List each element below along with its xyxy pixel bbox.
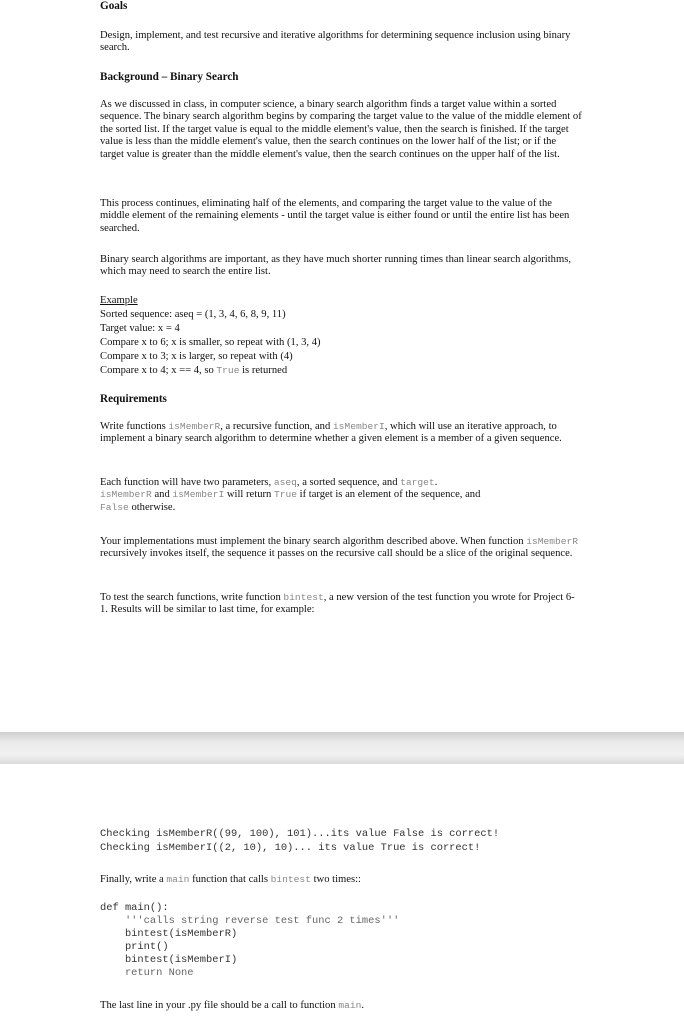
goals-text: Design, implement, and test recursive and iterative algorithms for determining sequence inclusion using binary search. [100, 30, 571, 54]
example-line: Compare x to 3; x is larger, so repeat with (4) [100, 351, 293, 362]
example-line: Compare x to 6; x is smaller, so repeat with (1, 3, 4) [100, 337, 321, 348]
final-instruction: Finally, write a main function that calls bintest two times:: [100, 874, 361, 885]
background-paragraph-2: This process continues, eliminating half of the elements, and comparing the target value to the value of the middle element of the remaining elements - until the target value is either found or until the entire list has been searched. [100, 198, 570, 234]
code-line: bintest(isMemberR) [100, 928, 238, 940]
requirements-paragraph-4: To test the search functions, write function bintest, a new version of the test function you wrote for Project 6-1. Results will be similar to last time, for example: [100, 592, 575, 616]
test-output-line: Checking isMemberI((2, 10), 10)... its value True is correct! [100, 842, 481, 854]
goals-heading: Goals [100, 0, 128, 12]
background-paragraph-3: Binary search algorithms are important, as they have much shorter running times than linear search algorithms, which may need to search the entire list. [100, 254, 571, 278]
background-heading: Background – Binary Search [100, 71, 239, 83]
requirements-heading: Requirements [100, 393, 167, 405]
background-paragraph-1: As we discussed in class, in computer science, a binary search algorithm finds a target value within a sorted sequence. The binary search algorithm begins by comparing the target value to the value of the middle element of the sorted list. If the target value is equal to the middle element's value, then the search is finished. If the target value is less than the middle element's value, then the search continues on the lower half of the list; or if the target value is greater than the middle element's value, then the search continues on the upper half of the list. [100, 99, 582, 160]
requirements-paragraph-1: Write functions isMemberR, a recursive function, and isMemberI, which will use an iterative approach, to implement a binary search algorithm to determine whether a given element is a member of a given sequence. [100, 421, 562, 445]
last-line-instruction: The last line in your .py file should be a call to function main. [100, 1000, 364, 1011]
test-output-line: Checking isMemberR((99, 100), 101)...its value False is correct! [100, 828, 500, 840]
page-2 [0, 764, 684, 1024]
requirements-paragraph-3: Your implementations must implement the binary search algorithm described above. When function isMemberR recursively invokes itself, the sequence it passes on the recursive call should be a slice of the original sequence. [100, 536, 579, 560]
code-line: bintest(isMemberI) [100, 954, 238, 966]
example-title: Example [100, 295, 138, 306]
code-line: print() [100, 941, 169, 953]
requirements-paragraph-2: Each function will have two parameters, aseq, a sorted sequence, and target. isMemberR and isMemberI will return True if target is an element of the sequence, and False otherwise. [100, 477, 481, 513]
code-line: '''calls string reverse test func 2 times''' [100, 915, 400, 927]
example-line: Target value: x = 4 [100, 323, 180, 334]
code-line: return None [100, 967, 194, 979]
code-line: def main(): [100, 902, 169, 914]
page-break [0, 732, 684, 764]
example-line: Compare x to 4; x == 4, so True is returned [100, 365, 288, 376]
example-line: Sorted sequence: aseq = (1, 3, 4, 6, 8, 9, 11) [100, 309, 286, 320]
